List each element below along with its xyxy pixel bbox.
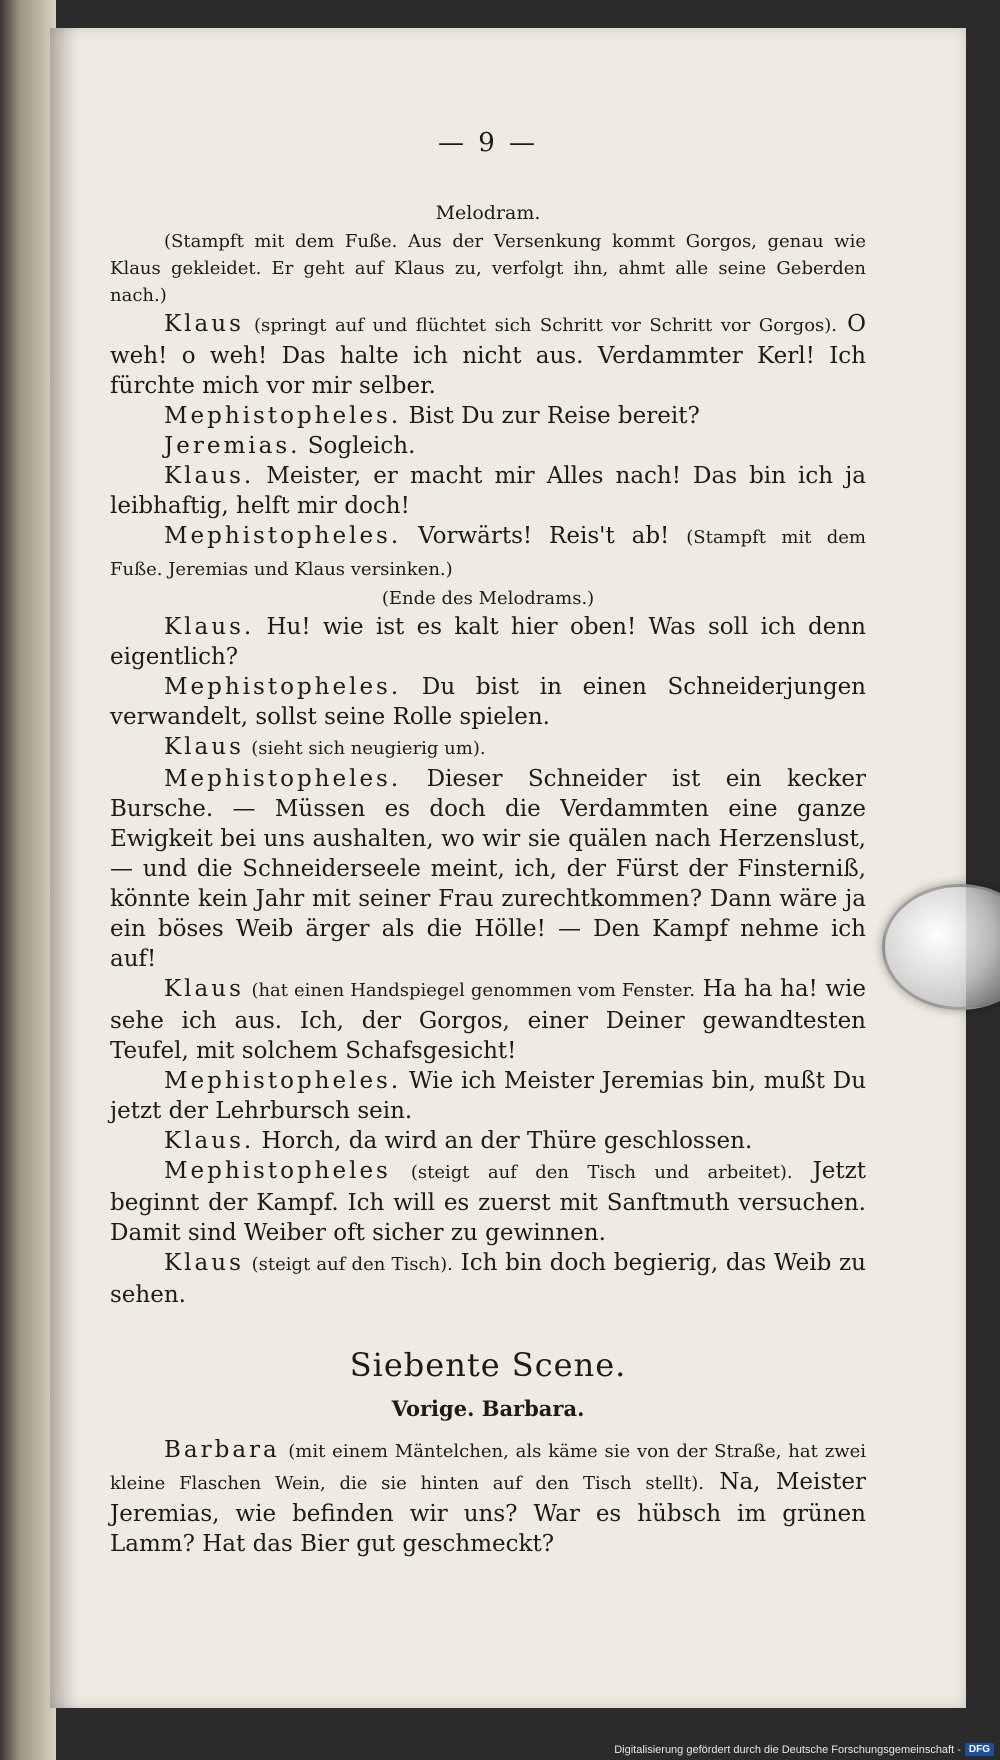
dialogue-text: Du bist in einen Schneiderjungen verwandelt, sollst seine Rolle spielen.: [110, 674, 866, 730]
book-left-edge: [0, 0, 56, 1760]
stage-direction: (Stampft mit dem Fuße. Aus der Versenkung kommt Gorgos, genau wie Klaus gekleidet. Er geht auf Klaus zu, verfolgt ihn, ahmt alle seine Geberden nach.): [110, 231, 866, 306]
dialogue-line: [110, 1435, 866, 1559]
dialogue-line: [110, 732, 866, 764]
digitization-credit: [614, 1743, 994, 1756]
speaker-name: Klaus: [164, 734, 244, 760]
speaker-name: Mephistopheles.: [164, 674, 402, 700]
dialogue-text: Jetzt beginnt der Kampf. Ich will es zuerst mit Sanftmuth versuchen. Damit sind Weiber oft sicher zu gewinnen.: [110, 1158, 867, 1246]
speaker-name: Klaus: [164, 311, 244, 337]
dialogue-text: Na, Meister Jeremias, wie befinden wir uns? War es hübsch im grünen Lamm? Hat das Bier gut geschmeckt?: [110, 1469, 866, 1557]
dfg-logo-icon: DFG: [965, 1743, 994, 1756]
page-number: — 9 —: [437, 128, 539, 158]
dialogue-text: Vorwärts! Reis't ab!: [418, 523, 670, 549]
dialogue-line: [110, 401, 866, 431]
dialogue-line: [110, 1066, 866, 1126]
dialogue-text: Hu! wie ist es kalt hier oben! Was soll ich denn eigentlich?: [110, 614, 866, 670]
dialogue-text: Sogleich.: [307, 433, 416, 459]
stage-direction-inline: (mit einem Mäntelchen, als käme sie von der Straße, hat zwei kleine Flaschen Wein, die sie hinten auf den Tisch stellt).: [110, 1441, 867, 1494]
speaker-name: Jeremias.: [164, 433, 301, 459]
speaker-name: Mephistopheles.: [164, 1068, 402, 1094]
dialogue-line: [110, 612, 866, 672]
dialogue-text: Bist Du zur Reise bereit?: [408, 403, 700, 429]
speaker-name: Klaus.: [164, 614, 255, 640]
stage-direction-inline: (hat einen Handspiegel genommen vom Fenster.: [251, 980, 696, 1001]
speaker-name: Mephistopheles.: [164, 403, 402, 429]
dialogue-line: [110, 309, 866, 401]
dialogue-text: Ich bin doch begierig, das Weib zu sehen.: [110, 1250, 866, 1308]
dialogue-text: Horch, da wird an der Thüre geschlossen.: [261, 1128, 753, 1154]
dialogue-line: [110, 764, 866, 974]
dialogue-text: O weh! o weh! Das halte ich nicht aus. Verdammter Kerl! Ich fürchte mich vor mir selber.: [110, 311, 867, 399]
speaker-name: Barbara: [164, 1437, 280, 1463]
speaker-name: Mephistopheles.: [164, 766, 402, 792]
credit-text: Digitalisierung gefördert durch die Deutsche Forschungsgemeinschaft -: [614, 1743, 961, 1756]
scene-title: Siebente Scene.: [349, 1346, 627, 1384]
speaker-name: Mephistopheles.: [164, 523, 402, 549]
speaker-name: Klaus.: [164, 463, 255, 489]
stage-direction-inline: (sieht sich neugierig um).: [251, 738, 486, 759]
dialogue-text: Dieser Schneider ist ein kecker Bursche. — Müssen es doch die Verdammten eine ganze Ewigkeit bei uns aushalten, wo wir sie quälen nach Herzenslust, — und die Schneiderseele meint, ich, der Fürst der Finsterniß, könnte kein Jahr mit seiner Frau zurechtkommen? Dann wäre ja ein böses Weib ärger als die Hölle! — Den Kampf nehme ich auf!: [110, 766, 867, 972]
stage-direction-inline: (steigt auf den Tisch und arbeitet).: [410, 1162, 793, 1183]
dialogue-text: Ha ha ha! wie sehe ich aus. Ich, der Gorgos, einer Deiner gewandtesten Teufel, mit solchem Schafsgesicht!: [110, 976, 867, 1064]
melodram-heading: Melodram.: [435, 202, 541, 224]
book-page: [50, 28, 966, 1708]
page-text-block: [110, 128, 866, 1559]
stage-direction: (Ende des Melodrams.): [381, 588, 595, 609]
stage-direction-inline: (Stampft mit dem Fuße. Jeremias und Klaus versinken.): [110, 527, 866, 580]
speaker-name: Klaus.: [164, 1128, 255, 1154]
dialogue-line: [110, 521, 866, 585]
dialogue-line: [110, 672, 866, 732]
speaker-name: Mephistopheles: [164, 1158, 391, 1184]
speaker-name: Klaus: [164, 1250, 244, 1276]
stage-direction-inline: (steigt auf den Tisch).: [251, 1254, 453, 1275]
dialogue-line: [110, 1248, 866, 1310]
dialogue-line: [110, 974, 866, 1066]
stage-direction-inline: (springt auf und flüchtet sich Schritt vor Schritt vor Gorgos).: [254, 315, 838, 336]
page-fold-shadow: [50, 28, 78, 1708]
scene-characters: Vorige. Barbara.: [391, 1396, 585, 1421]
speaker-name: Klaus: [164, 976, 244, 1002]
dialogue-line: [110, 1156, 866, 1248]
dialogue-text: Meister, er macht mir Alles nach! Das bin ich ja leibhaftig, helft mir doch!: [110, 463, 867, 519]
dialogue-text: Wie ich Meister Jeremias bin, mußt Du jetzt der Lehrbursch sein.: [110, 1068, 867, 1124]
dialogue-line: [110, 431, 866, 461]
dialogue-line: [110, 1126, 866, 1156]
dialogue-line: [110, 461, 866, 521]
